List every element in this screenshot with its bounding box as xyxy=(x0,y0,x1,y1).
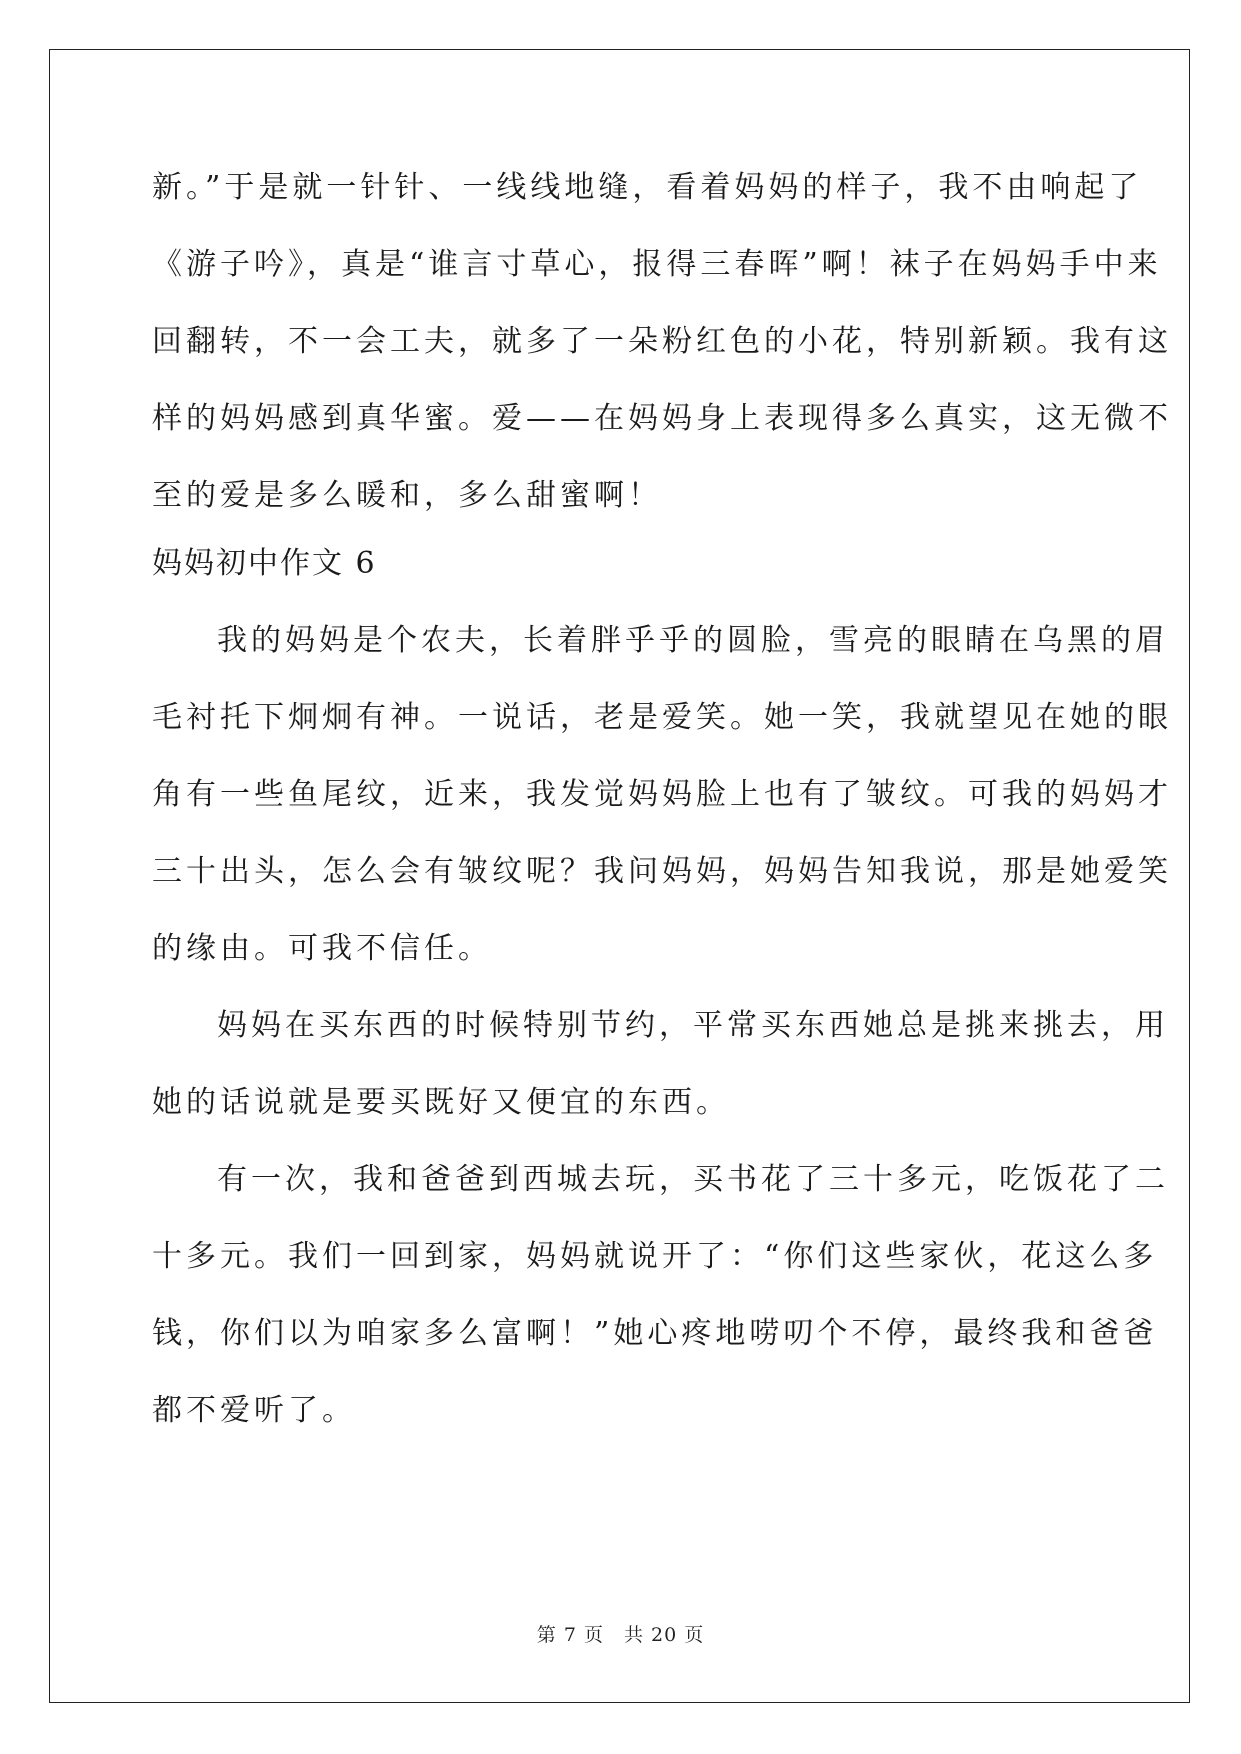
paragraph xyxy=(152,616,1172,1001)
text-line: 角有一些鱼尾纹，近来，我发觉妈妈脸上也有了皱纹。可我的妈妈才 xyxy=(152,777,1172,812)
text-line: 毛衬托下炯炯有神。一说话，老是爱笑。她一笑，我就望见在她的眼 xyxy=(152,700,1172,735)
text-line: 《游子吟》，真是“谁言寸草心，报得三春晖”啊！袜子在妈妈手中来 xyxy=(152,247,1162,282)
text-line: 三十出头，怎么会有皱纹呢？我问妈妈，妈妈告知我说，那是她爱笑 xyxy=(152,854,1172,889)
text-line: 样的妈妈感到真华蜜。爱——在妈妈身上表现得多么真实，这无微不 xyxy=(152,401,1172,436)
text-line: 她的话说就是要买既好又便宜的东西。 xyxy=(152,1085,730,1120)
text-line: 我的妈妈是个农夫，长着胖乎乎的圆脸，雪亮的眼睛在乌黑的眉 xyxy=(217,623,1169,658)
text-line: 有一次，我和爸爸到西城去玩，买书花了三十多元，吃饭花了二 xyxy=(217,1162,1169,1197)
document-body xyxy=(152,163,1172,1463)
text-line: 都不爱听了。 xyxy=(152,1393,356,1428)
text-line: 妈妈在买东西的时候特别节约，平常买东西她总是挑来挑去，用 xyxy=(217,1008,1169,1043)
section-title: 妈妈初中作文 6 xyxy=(152,546,377,581)
text-line: 的缘由。可我不信任。 xyxy=(152,931,492,966)
paragraph xyxy=(152,1155,1169,1463)
page-footer xyxy=(0,1620,1241,1647)
text-line: 至的爱是多么暖和，多么甜蜜啊！ xyxy=(152,478,662,513)
paragraph xyxy=(152,1001,1169,1155)
page-number: 第 7 页 xyxy=(536,1624,604,1646)
text-line: 钱，你们以为咱家多么富啊！”她心疼地唠叨个不停，最终我和爸爸 xyxy=(152,1316,1158,1351)
text-line: 十多元。我们一回到家，妈妈就说开了：“你们这些家伙，花这么多 xyxy=(152,1239,1158,1274)
text-line: 新。”于是就一针针、一线线地缝，看着妈妈的样子，我不由响起了 xyxy=(152,170,1143,205)
page-total: 共 20 页 xyxy=(623,1624,705,1646)
text-line: 回翻转，不一会工夫，就多了一朵粉红色的小花，特别新颖。我有这 xyxy=(152,324,1172,359)
